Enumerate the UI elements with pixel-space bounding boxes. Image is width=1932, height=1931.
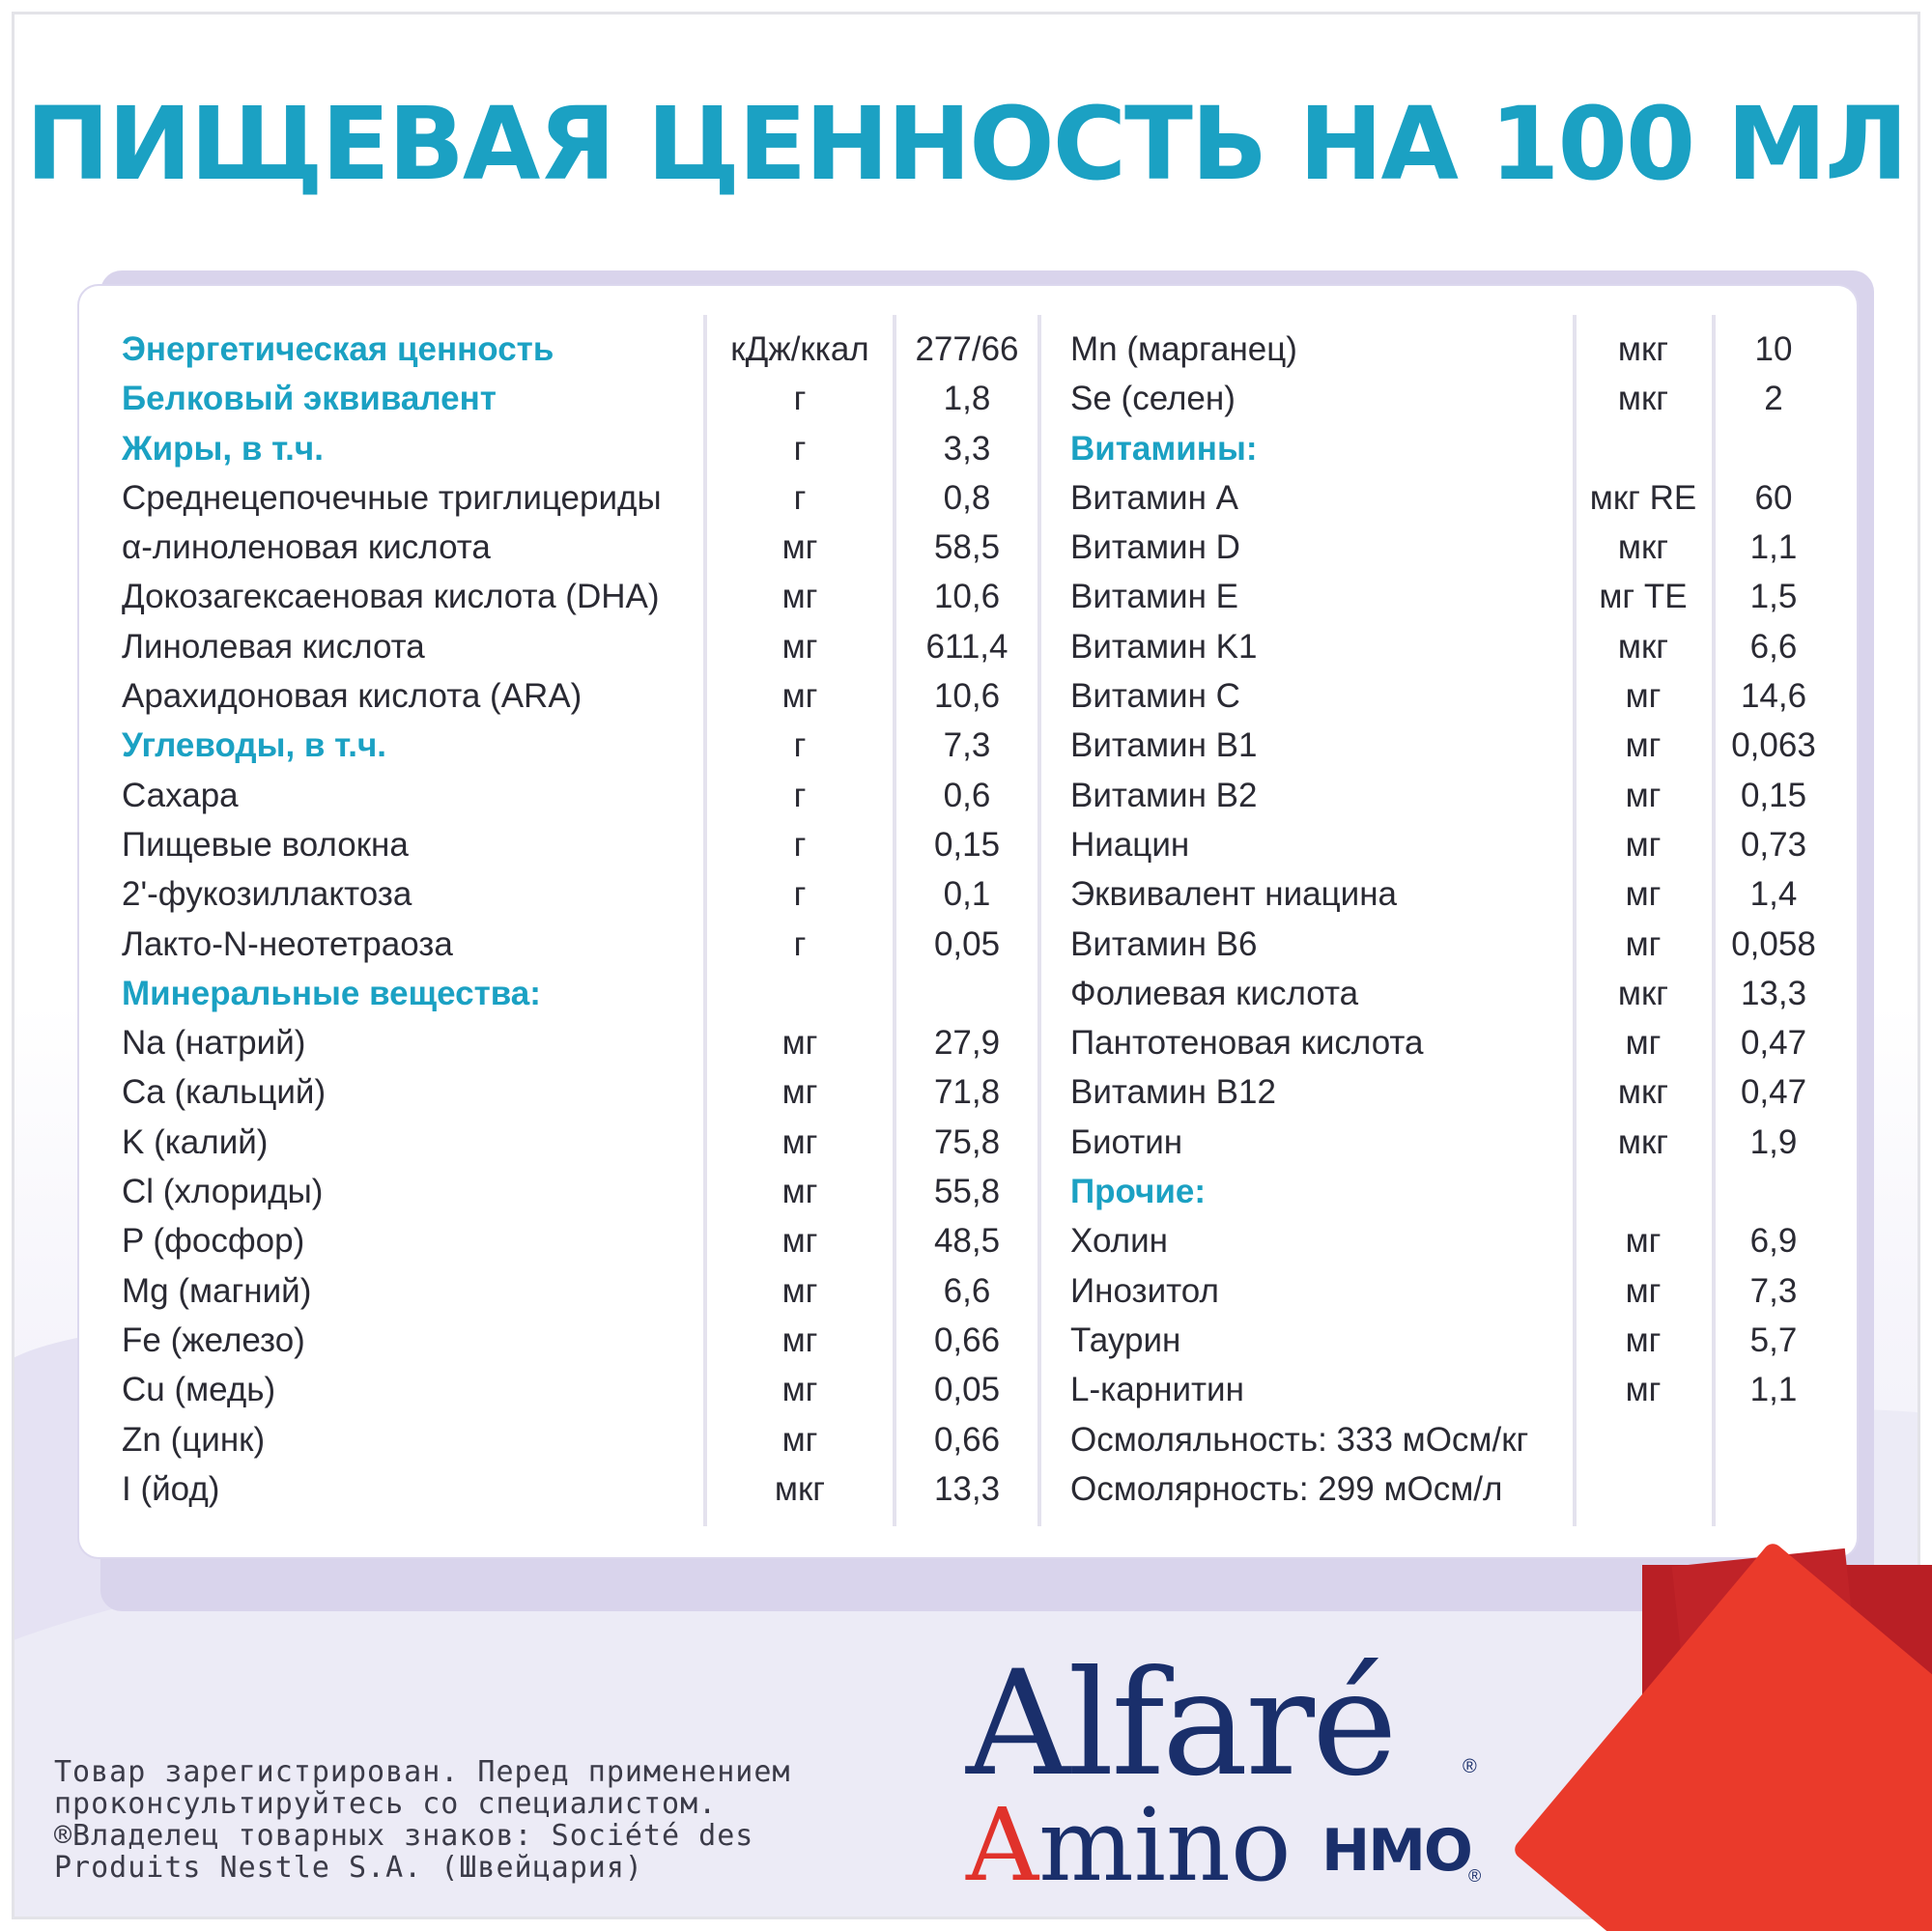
nutrient-name: Se (селен)	[1070, 380, 1236, 418]
disclaimer-line: Товар зарегистрирован. Перед применением	[54, 1755, 791, 1789]
nutrient-name: Ниацин	[1070, 825, 1190, 864]
nutrient-name: Пищевые волокна	[122, 825, 409, 864]
nutrient-unit: мг	[781, 677, 818, 716]
nutrient-name: Среднецепочечные триглицериды	[122, 478, 662, 517]
nutrient-value: 14,6	[1740, 677, 1807, 716]
nutrient-unit: мг	[1625, 924, 1662, 963]
nutrient-value: 0,05	[933, 924, 1001, 963]
nutrient-unit: мг	[1625, 776, 1662, 814]
legal-disclaimer	[54, 1756, 923, 1884]
nutrient-name: Витамины:	[1070, 429, 1258, 468]
nutrient-value: 611,4	[925, 627, 1009, 666]
nutrient-name: L-карнитин	[1070, 1371, 1244, 1409]
nutrient-unit: г	[793, 924, 807, 963]
nutrient-name: Сахара	[122, 776, 239, 814]
nutrient-unit: мг	[781, 1222, 818, 1261]
nutrient-value: 0,15	[933, 825, 1001, 864]
nutrient-name: Витамин A	[1070, 478, 1239, 517]
disclaimer-line: проконсультируйтесь со специалистом.	[54, 1787, 718, 1821]
nutrient-unit: мг	[1625, 1320, 1662, 1359]
nutrient-unit: г	[793, 776, 807, 814]
disclaimer-line: Produits Nestle S.A. (Швейцария)	[54, 1851, 643, 1885]
nutrient-name: Таурин	[1070, 1320, 1181, 1359]
nutrient-name: I (йод)	[122, 1469, 220, 1508]
logo-hmo-registered-mark: ®	[1468, 1866, 1482, 1886]
nutrient-unit: мг	[781, 1371, 818, 1409]
nutrient-value: 1,9	[1749, 1122, 1798, 1161]
nutrient-unit: г	[793, 478, 807, 517]
nutrient-unit: мкг	[774, 1469, 826, 1508]
nutrient-unit: мг	[781, 578, 818, 616]
nutrient-name: Витамин E	[1070, 578, 1239, 616]
nutrient-name: Лакто-N-неотетраоза	[122, 924, 453, 963]
nutrient-value: 60	[1754, 478, 1793, 517]
nutrient-unit: г	[793, 380, 807, 418]
nutrient-name: K (калий)	[122, 1122, 269, 1161]
nutrient-value: 2	[1764, 380, 1783, 418]
nutrient-unit: мкг	[1617, 627, 1669, 666]
nutrient-name: α-линоленовая кислота	[122, 528, 491, 567]
nutrient-name: Фолиевая кислота	[1070, 974, 1359, 1012]
column-divider	[1037, 315, 1041, 1526]
nutrient-unit: мг	[1625, 875, 1662, 914]
nutrient-unit: мг	[1625, 726, 1662, 765]
nutrient-value: 277/66	[915, 330, 1019, 368]
nutrient-value: 0,063	[1731, 726, 1816, 765]
nutrient-value: 0,058	[1731, 924, 1816, 963]
nutrient-value	[1716, 424, 1832, 473]
nutrient-value: 0,1	[943, 875, 991, 914]
nutrient-name: Cl (хлориды)	[122, 1173, 324, 1211]
nutrient-value	[1716, 1415, 1832, 1464]
nutrient-name: Fe (железо)	[122, 1320, 305, 1359]
nutrient-value: 1,1	[1749, 528, 1798, 567]
nutrient-value: 6,6	[1749, 627, 1798, 666]
nutrient-name: Витамин B1	[1070, 726, 1258, 765]
nutrient-name: Zn (цинк)	[122, 1420, 266, 1459]
logo-amino-rest: mino	[1038, 1786, 1292, 1904]
nutrient-unit	[1575, 1464, 1712, 1514]
nutrient-value: 1,1	[1749, 1371, 1798, 1409]
nutrient-unit: мг	[781, 1024, 818, 1063]
nutrient-value: 10,6	[933, 578, 1001, 616]
nutrient-name: Витамин C	[1070, 677, 1240, 716]
nutrient-name: Углеводы, в т.ч.	[122, 726, 386, 765]
nutrient-unit: мг	[781, 1173, 818, 1211]
nutrient-value: 13,3	[933, 1469, 1001, 1508]
nutrient-value: 0,66	[933, 1320, 1001, 1359]
nutrient-value: 0,47	[1740, 1024, 1807, 1063]
nutrient-name: Жиры, в т.ч.	[122, 429, 324, 468]
nutrient-unit: мкг	[1617, 330, 1669, 368]
nutrient-unit: кДж/ккал	[730, 330, 869, 368]
nutrient-value: 27,9	[933, 1024, 1001, 1063]
nutrient-unit: мг	[1625, 1222, 1662, 1261]
left-nutrient-names	[122, 325, 701, 1514]
right-nutrient-names	[1070, 325, 1573, 1514]
nutrient-value: 0,47	[1740, 1073, 1807, 1112]
nutrient-name: Биотин	[1070, 1122, 1183, 1161]
nutrient-unit: г	[793, 726, 807, 765]
nutrient-value: 71,8	[933, 1073, 1001, 1112]
nutrient-value: 55,8	[933, 1173, 1001, 1211]
nutrient-name: Энергетическая ценность	[122, 330, 554, 368]
nutrient-name: Mn (марганец)	[1070, 330, 1297, 368]
nutrient-name: Витамин D	[1070, 528, 1240, 567]
nutrient-unit: мг	[1625, 825, 1662, 864]
nutrient-name: Витамин B6	[1070, 924, 1258, 963]
left-nutrient-values	[898, 325, 1036, 1514]
nutrient-value: 0,15	[1740, 776, 1807, 814]
logo-amino	[966, 1786, 1292, 1904]
nutrient-name: Осмоляльность: 333 мОсм/кг	[1070, 1420, 1529, 1459]
nutrient-name: Прочие:	[1070, 1173, 1206, 1211]
nutrient-name: Осмолярность: 299 мОсм/л	[1070, 1469, 1503, 1508]
nutrient-unit: мкг RE	[1589, 478, 1697, 517]
right-nutrient-units	[1575, 325, 1712, 1514]
nutrient-unit: мкг	[1617, 974, 1669, 1012]
nutrient-name: Эквивалент ниацина	[1070, 875, 1397, 914]
disclaimer-line: ®Владелец товарных знаков: Société des	[54, 1819, 754, 1853]
nutrient-unit: мкг	[1617, 1073, 1669, 1112]
nutrient-value: 3,3	[943, 429, 991, 468]
nutrient-name: 2'-фукозиллактоза	[122, 875, 412, 914]
nutrient-unit: мг	[781, 1122, 818, 1161]
left-nutrient-units	[705, 325, 895, 1514]
nutrient-value: 5,7	[1749, 1320, 1798, 1359]
nutrient-unit	[1575, 1415, 1712, 1464]
nutrient-unit: г	[793, 825, 807, 864]
nutrient-name: Инозитол	[1070, 1271, 1219, 1310]
nutrient-name: Пантотеновая кислота	[1070, 1024, 1424, 1063]
nutrient-name: Минеральные вещества:	[122, 974, 541, 1012]
nutrient-name: Cu (медь)	[122, 1371, 276, 1409]
nutrient-value: 7,3	[1749, 1271, 1798, 1310]
nutrient-value: 0,6	[943, 776, 991, 814]
nutrient-unit: мг	[1625, 1371, 1662, 1409]
nutrient-name: P (фосфор)	[122, 1222, 305, 1261]
nutrient-unit: мг	[1625, 677, 1662, 716]
logo-alfare: Alfaré	[966, 1640, 1395, 1808]
nutrient-unit: мг	[781, 627, 818, 666]
nutrient-unit: мг TE	[1599, 578, 1688, 616]
nutrient-name: Арахидоновая кислота (ARA)	[122, 677, 582, 716]
nutrient-name: Ca (кальций)	[122, 1073, 327, 1112]
nutrient-value: 6,6	[943, 1271, 991, 1310]
nutrient-unit: мг	[781, 1073, 818, 1112]
nutrient-name: Витамин B12	[1070, 1073, 1276, 1112]
nutrient-value	[898, 969, 1036, 1018]
nutrient-unit: мг	[781, 1320, 818, 1359]
nutrient-value: 58,5	[933, 528, 1001, 567]
nutrient-unit: мг	[1625, 1271, 1662, 1310]
nutrient-unit	[705, 969, 895, 1018]
nutrient-value: 0,05	[933, 1371, 1001, 1409]
nutrient-unit: мкг	[1617, 1122, 1669, 1161]
nutrient-name: Витамин B2	[1070, 776, 1258, 814]
nutrient-value: 0,73	[1740, 825, 1807, 864]
right-nutrient-values	[1716, 325, 1832, 1514]
nutrient-value: 1,4	[1749, 875, 1798, 914]
nutrient-name: Холин	[1070, 1222, 1168, 1261]
nutrient-value: 48,5	[933, 1222, 1001, 1261]
nutrient-value: 0,8	[943, 478, 991, 517]
nutrient-value: 10	[1754, 330, 1793, 368]
nutrient-name: Mg (магний)	[122, 1271, 312, 1310]
nutrient-value	[1716, 1167, 1832, 1216]
nutrient-unit: г	[793, 429, 807, 468]
nutrient-value	[1716, 1464, 1832, 1514]
logo-hmo: HMO	[1321, 1817, 1471, 1885]
nutrient-value: 13,3	[1740, 974, 1807, 1012]
nutrient-unit: мг	[781, 1271, 818, 1310]
nutrient-name: Витамин K1	[1070, 627, 1258, 666]
nutrient-value: 10,6	[933, 677, 1001, 716]
page-title: ПИЩЕВАЯ ЦЕННОСТЬ НА 100 МЛ	[25, 85, 1907, 203]
nutrient-unit: мкг	[1617, 528, 1669, 567]
logo-amino-first-letter: A	[966, 1786, 1039, 1904]
nutrient-value: 6,9	[1749, 1222, 1798, 1261]
nutrient-value: 75,8	[933, 1122, 1001, 1161]
nutrient-value: 0,66	[933, 1420, 1001, 1459]
brand-logo	[966, 1640, 1507, 1904]
nutrient-unit: г	[793, 875, 807, 914]
nutrient-name: Белковый эквивалент	[122, 380, 497, 418]
nutrient-unit	[1575, 424, 1712, 473]
nutrient-unit: мкг	[1617, 380, 1669, 418]
nutrient-name: Линолевая кислота	[122, 627, 425, 666]
nutrient-value: 1,5	[1749, 578, 1798, 616]
nutrient-name: Докозагексаеновая кислота (DHA)	[122, 578, 660, 616]
nutrient-unit: мг	[1625, 1024, 1662, 1063]
nutrient-value: 7,3	[943, 726, 991, 765]
nutrient-unit: мг	[781, 528, 818, 567]
nutrient-unit	[1575, 1167, 1712, 1216]
logo-registered-mark: ®	[1463, 1756, 1477, 1777]
nutrient-value: 1,8	[943, 380, 991, 418]
nutrient-name: Na (натрий)	[122, 1024, 306, 1063]
nutrient-unit: мг	[781, 1420, 818, 1459]
